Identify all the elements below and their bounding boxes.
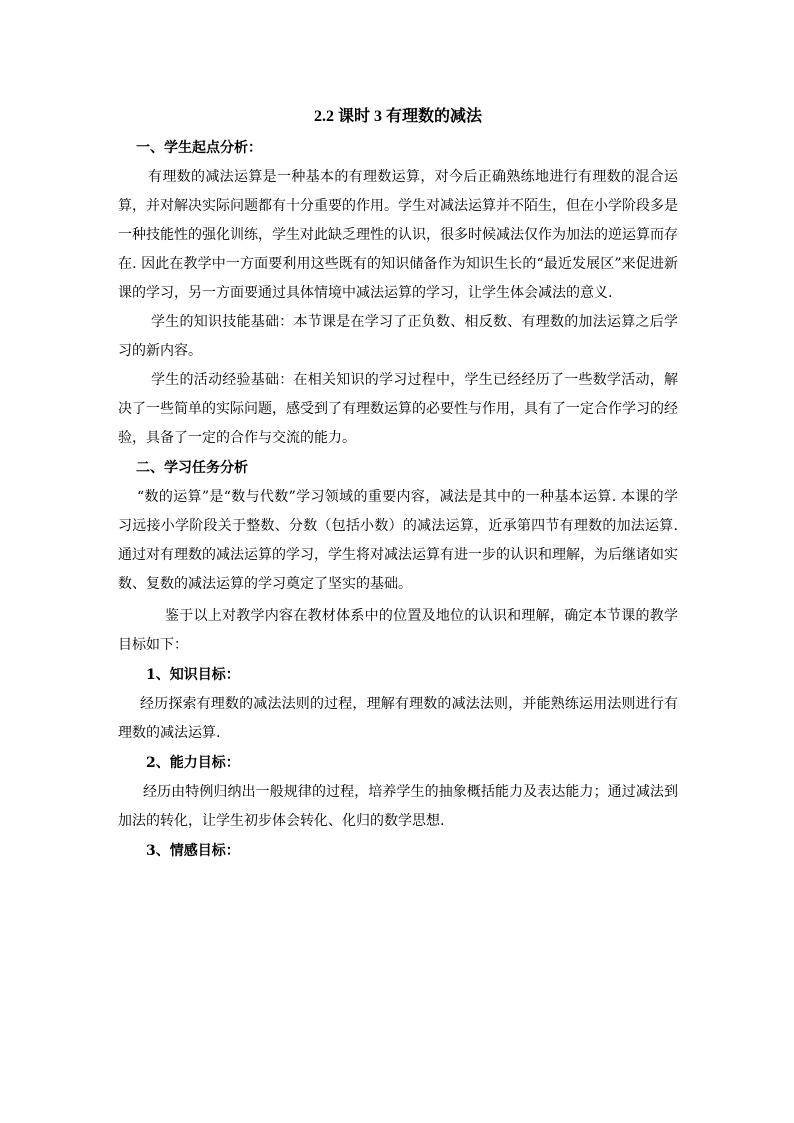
goal-heading-emotion: 3、情感目标：	[146, 843, 240, 859]
paragraph-task-analysis: “数的运算”是“数与代数”学习领域的重要内容，减法是其中的一种基本运算. 本课的学习远接小学阶段关于整数、分数（包括小数）的减法运算，近承第四节有理数的加法运算. 通过对有理数的减法运算的学习，学生将对减法运算有进一步的认识和理解，为后继诸如实数、复数的减法运算的学习奠定了坚实的基础。	[118, 489, 678, 592]
goal-text-knowledge: 经历探索有理数的减法法则的过程，理解有理数的减法法则，并能熟练运用法则进行有理数的减法运算.	[118, 696, 678, 741]
document-title: 2.2 课时 3 有理数的减法	[313, 108, 482, 125]
goal-heading-ability: 2、能力目标：	[146, 755, 240, 771]
section-heading-student-analysis: 一、学生起点分析：	[136, 140, 262, 156]
paragraph-activity-basis: 学生的活动经验基础：在相关知识的学习过程中，学生已经经历了一些数学活动，解决了一些简单的实际问题，感受到了有理数运算的必要性与作用，具有了一定合作学习的经验，具备了一定的合作与交流的能力。	[118, 372, 678, 446]
section-heading-task-analysis: 二、学习任务分析	[136, 460, 248, 476]
paragraph-subtraction-intro: 有理数的减法运算是一种基本的有理数运算，对今后正确熟练地进行有理数的混合运算，并对解决实际问题都有十分重要的作用。学生对减法运算并不陌生，但在小学阶段多是一种技能性的强化训练，学生对此缺乏理性的认识，很多时候减法仅作为加法的逆运算而存在. 因此在教学中一方面要利用这些既有的知识储备作为知识生长的“最近发展区”来促进新课的学习，另一方面要通过具体情境中减法运算的学习，让学生体会减法的意义.	[118, 169, 678, 301]
goal-heading-knowledge: 1、知识目标：	[146, 667, 240, 683]
goal-text-ability: 经历由特例归纳出一般规律的过程，培养学生的抽象概括能力及表达能力；通过减法到加法的转化，让学生初步体会转化、化归的数学思想.	[118, 784, 678, 829]
paragraph-teaching-goals-intro: 鉴于以上对教学内容在教材体系中的位置及地位的认识和理解，确定本节课的教学目标如下：	[118, 608, 678, 653]
paragraph-knowledge-basis: 学生的知识技能基础：本节课是在学习了正负数、相反数、有理数的加法运算之后学习的新内容。	[118, 314, 678, 359]
document-content	[118, 104, 678, 866]
